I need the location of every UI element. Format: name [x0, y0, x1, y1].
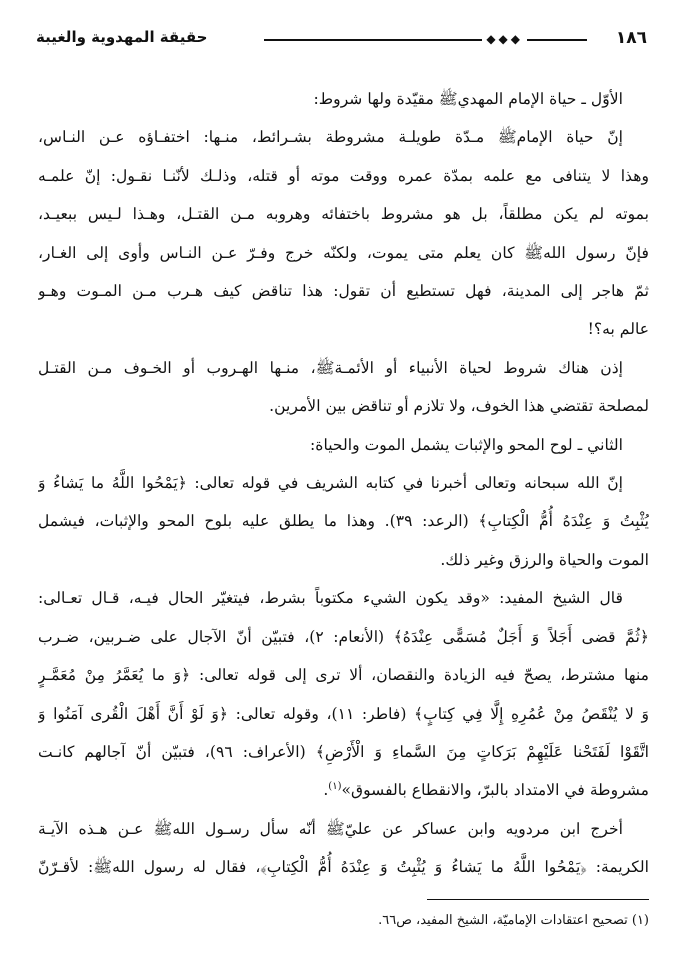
footnote-marker: (١) [328, 781, 342, 793]
text-line: الكريمة: ﴿يَمْحُوا اللَّهُ ما يَشاءُ وَ يُثْبِتُ وَ عِنْدَهُ أُمُّ الْكِتابِ﴾، فقال له رسول اللهﷺ: لأقـرّنّ [38, 858, 649, 877]
text-line: ثمّ هاجر إلى المدينة، فهل تستطيع أن تقول: هذا تناقض كيف هـرب مـن المـوت وهـو [38, 282, 649, 301]
text-line: مشروطة في الامتداد بالبرّ، والانقطاع بالفسوق»$^{(١)}$. [323, 781, 649, 800]
footnote-rule [427, 899, 649, 900]
text-line: إنّ حياة الإمامﷺ مـدّة طويلـة مشروطة بشـرائط، منـها: اختفـاؤه عـن النـاس، [38, 128, 623, 147]
text-line: الأوّل ـ حياة الإمام المهديﷺ مقيّدة ولها شروط: [313, 90, 623, 108]
text-line-content: مشروطة في الامتداد بالبرّ، والانقطاع بالفسوق» [341, 781, 649, 800]
text-line: فإنّ رسول اللهﷺ كان يعلم متى يموت، ولكنّه خرج وفـرّ عـن النـاس وأوى إلى الغـار، [38, 243, 649, 262]
header-ornament: ◆◆◆ [482, 32, 527, 46]
text-line: إنّ الله سبحانه وتعالى أخبرنا في كتابه الشريف في قوله تعالى: ﴿يَمْحُوا اللَّهُ ما يَشاءُ وَ [38, 474, 623, 493]
paragraph [38, 464, 649, 579]
header-rule [264, 39, 587, 41]
running-header [36, 26, 647, 52]
text-line: لمصلحة تقتضي هذا الخوف، ولا تلازم أو تناقض بين الأمرين. [269, 397, 649, 416]
text-line: قال الشيخ المفيد: «وقد يكون الشيء مكتوباً بشرط، فيتغيّر الحال فيـه، قـال تعـالى: [38, 589, 623, 608]
paragraph [38, 426, 649, 464]
text-line: الثاني ـ لوح المحو والإثبات يشمل الموت والحياة: [310, 435, 623, 454]
paragraph [38, 80, 649, 118]
text-line: إذن هناك شروط لحياة الأنبياء أو الأئمـةﷺ، منـها الهـروب أو الخـوف مـن القتـل [38, 358, 623, 377]
footnote: (١) تصحيح اعتقادات الإماميّة، الشيخ المفيد، ص٦٦. [378, 913, 649, 928]
paragraph [38, 118, 649, 348]
text-line: وهذا لا يتنافى مع علمه بمدّة عمره ووقت موته أو قتله، وذلـك لأنّنـا نقـول: إنّ علمـه [38, 166, 649, 185]
paragraph [38, 579, 649, 809]
body-text [38, 80, 649, 887]
text-line: أخرج ابن مردويه وابن عساكر عن عليّﷺ أنّه سأل رسـول اللهﷺ عـن هـذه الآيـة [38, 819, 623, 838]
paragraph [38, 349, 649, 426]
text-line: منها مشترط، يصحّ فيه الزيادة والنقصان، ألا ترى إلى قوله تعالى: ﴿وَ ما يُعَمَّرُ مِنْ مُعَمَّـرٍ [38, 666, 649, 685]
page-number: ١٨٦ [615, 28, 647, 48]
text-line: يُثْبِتُ وَ عِنْدَهُ أُمُّ الْكِتابِ﴾ (الرعد: ٣٩). وهذا ما يطلق عليه بلوح المحو والإثبات، فيشمل [38, 512, 649, 531]
book-title: حقيقة المهدوية والغيبة [36, 28, 208, 46]
text-line: اتَّقَوْا لَفَتَحْنا عَلَيْهِمْ بَرَكاتٍ مِنَ السَّماءِ وَ الْأَرْضِ﴾ (الأعراف: ٩٦)، فتبيّن أنّ آجالهم كانـت [38, 742, 649, 761]
text-line: وَ لا يُنْقَصُ مِنْ عُمُرِهِ إِلَّا فِي كِتابٍ﴾ (فاطر: ١١)، وقوله تعالى: ﴿وَ لَوْ أَنَّ أَهْلَ الْقُرى آمَنُوا وَ [38, 704, 649, 723]
text-line: ﴿ثُمَّ قضى أَجَلاً وَ أَجَلٌ مُسَمًّى عِنْدَهُ﴾ (الأنعام: ٢)، فتبيّن أنّ الآجال على ضـربين، ضـرب [38, 627, 649, 646]
paragraph [38, 810, 649, 887]
text-line: عالم به؟! [587, 320, 649, 339]
text-line: الموت والحياة والرزق وغير ذلك. [440, 550, 649, 569]
text-line: بموته لم يكن مطلقاً، بل هو مشروط باختفائه وهروبه مـن القتـل، وهـذا لـيس ببعيـد، [38, 205, 649, 224]
